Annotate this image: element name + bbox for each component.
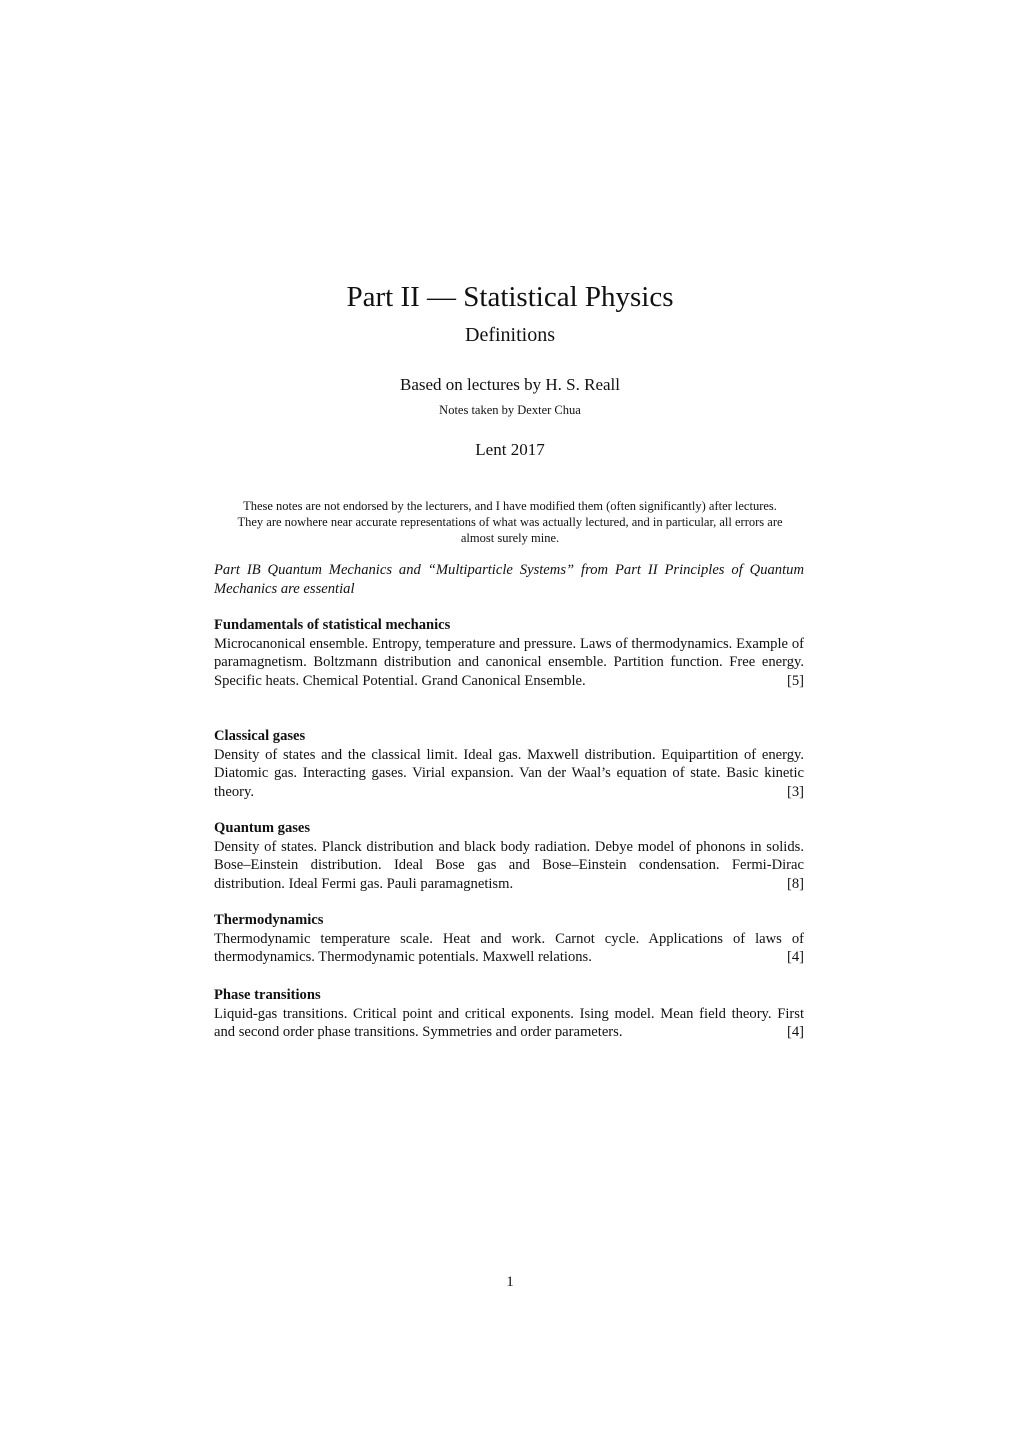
section-text: Microcanonical ensemble. Entropy, temperature and pressure. Laws of thermodynamics. Example of paramagnetism. Boltzmann distribution and canonical ensemble. Partition function. Free energy. Specific heats. Chemical Potential. Grand Canonical Ensemble. xyxy=(214,635,804,689)
syllabus-section-thermodynamics xyxy=(214,911,804,967)
lecturer-credit: Based on lectures by H. S. Reall xyxy=(399,375,620,394)
section-title: Fundamentals of statistical mechanics xyxy=(214,617,451,633)
section-title: Quantum gases xyxy=(214,820,311,836)
document-title: Part II — Statistical Physics xyxy=(346,281,674,313)
section-title: Classical gases xyxy=(214,728,306,744)
section-title: Thermodynamics xyxy=(214,912,324,928)
section-hours: [3] xyxy=(786,783,804,800)
section-title: Phase transitions xyxy=(214,987,321,1003)
section-body xyxy=(214,838,804,894)
section-text: Thermodynamic temperature scale. Heat and work. Carnot cycle. Applications of laws of thermodynamics. Thermodynamic potentials. Maxwell relations. xyxy=(214,930,804,965)
section-text: Density of states and the classical limit. Ideal gas. Maxwell distribution. Equipartition of energy. Diatomic gas. Interacting gases. Virial expansion. Van der Waal’s equation of state. Basic kinetic theory. xyxy=(214,746,804,800)
section-hours: [4] xyxy=(786,949,804,965)
section-body xyxy=(214,1005,804,1042)
section-body xyxy=(214,930,804,967)
syllabus-section-phase-transitions xyxy=(214,986,804,1042)
notetaker-credit: Notes taken by Dexter Chua xyxy=(439,403,581,417)
section-hours: [4] xyxy=(786,1024,804,1040)
section-body xyxy=(214,635,804,691)
syllabus-section-quantum-gases xyxy=(214,819,804,893)
page-number: 1 xyxy=(506,1274,514,1290)
document-subtitle: Definitions xyxy=(465,324,555,346)
section-text: Liquid-gas transitions. Critical point and critical exponents. Ising model. Mean field theory. First and second order phase transitions. Symmetries and order parameters. xyxy=(214,1005,804,1040)
term-date: Lent 2017 xyxy=(475,440,545,459)
prerequisites-text: Part IB Quantum Mechanics and “Multiparticle Systems” from Part II Principles of Quantum Mechanics are essential xyxy=(214,562,804,597)
syllabus-section-fundamentals xyxy=(214,616,804,690)
section-hours: [8] xyxy=(786,875,804,892)
section-hours: [5] xyxy=(786,672,804,689)
section-text: Density of states. Planck distribution and black body radiation. Debye model of phonons in solids. Bose–Einstein distribution. Ideal Bose gas and Bose–Einstein condensation. Fermi-Dirac distribution. Ideal Fermi gas. Pauli paramagnetism. xyxy=(214,838,804,892)
syllabus-section-classical-gases xyxy=(214,727,804,801)
disclaimer-text: These notes are not endorsed by the lecturers, and I have modified them (often significantly) after lectures. They are nowhere near accurate representations of what was actually lectured, and in particular, all errors are almost surely mine. xyxy=(237,499,783,545)
section-body xyxy=(214,746,804,802)
